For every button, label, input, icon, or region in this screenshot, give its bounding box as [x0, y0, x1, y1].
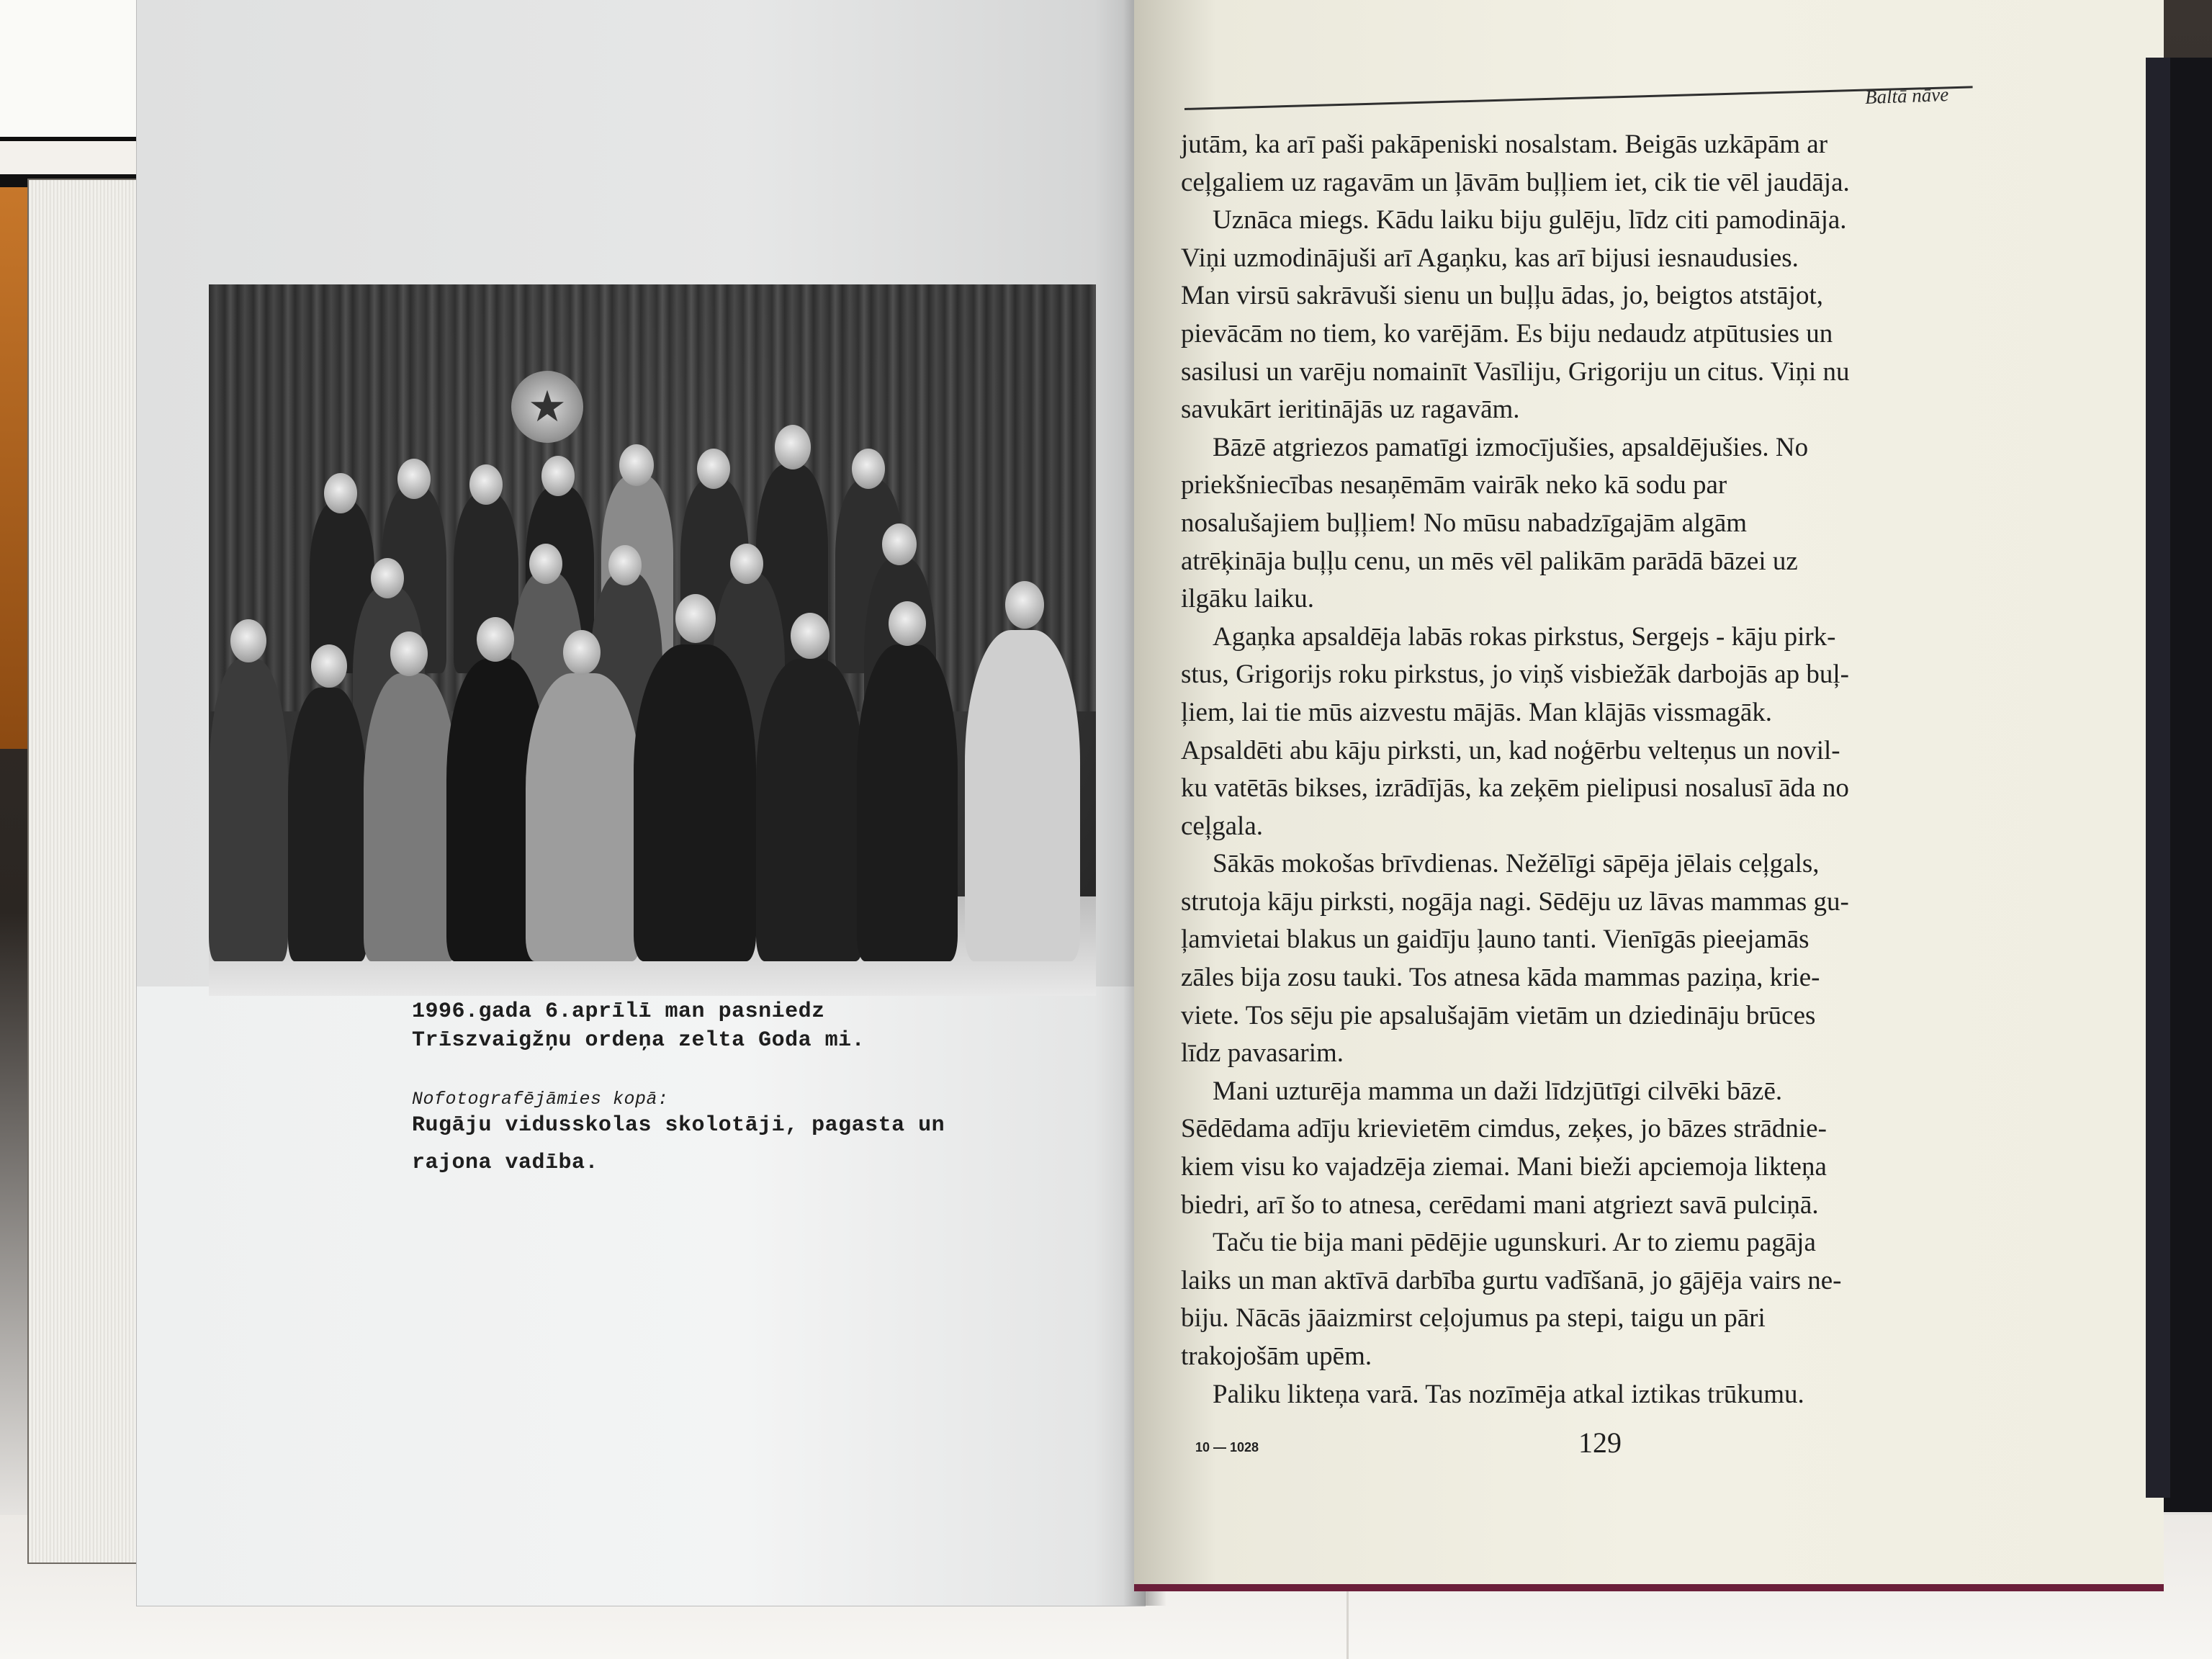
body-text-line: ceļgala.: [1181, 811, 1263, 841]
body-text-line: priekšniecības nesaņēmām vairāk neko kā sodu par: [1181, 470, 1727, 500]
photo-person: [209, 659, 288, 961]
photo-caption-line-2: Trīszvaigžņu ordeņa zelta Goda mi.: [412, 1028, 866, 1053]
photo-person: [288, 688, 367, 961]
left-page-lower: [137, 986, 1145, 1606]
body-text-line: Viņi uzmodinājuši arī Agaņku, kas arī bijusi iesnaudusies.: [1181, 243, 1799, 273]
body-text-line: stus, Grigorijs roku pirkstus, jo viņš visbiežāk darbojās ap buļ-: [1181, 660, 1849, 690]
photo-person: [364, 673, 457, 961]
body-text-line: Agaņka apsaldēja labās rokas pirkstus, Sergejs - kāju pirk-: [1213, 621, 1836, 652]
photo-head: [541, 456, 575, 496]
body-text-line: ļamvietai blakus un gaidīju ļauno tanti. Vienīgās pieejamās: [1181, 925, 1809, 955]
photo-head: [397, 459, 431, 499]
photo-caption-line-1: 1996.gada 6.aprīlī man pasniedz: [412, 999, 825, 1024]
body-text-line: ļiem, lai tie mūs aizvestu mājās. Man klājās vissmagāk.: [1181, 697, 1773, 727]
body-text: [1181, 126, 1977, 1413]
body-text-line: nosalušajiem buļļiem! No mūsu nabadzīgajām algām: [1181, 508, 1748, 538]
photo-head: [469, 464, 503, 505]
book-cover-edge: [2146, 58, 2170, 1498]
body-text-line: ceļgaliem uz ragavām un ļāvām buļļiem iet, cik tie vēl jaudāja.: [1181, 167, 1850, 197]
photo-person: [526, 673, 641, 961]
body-text-line: kiem visu ko vajadzēja ziemai. Mani bieži apciemoja likteņa: [1181, 1152, 1827, 1182]
body-text-line: trakojošām upēm.: [1181, 1341, 1372, 1371]
photo-head: [230, 619, 266, 662]
photo-person: [756, 659, 864, 961]
body-text-line: jutām, ka arī paši pakāpeniski nosalstam. Beigās uzkāpām ar: [1181, 130, 1828, 159]
photo-label: Nofotografējāmies kopā:: [412, 1089, 669, 1110]
photo-person: [857, 644, 958, 961]
group-photo: [209, 284, 1096, 996]
body-text-line: Sēdēdama adīju krievietēm cimdus, zeķes, jo bāzes strādnie-: [1181, 1114, 1827, 1144]
photo-head: [371, 558, 404, 598]
body-text-line: sasilusi un varēju nomainīt Vasīliju, Grigoriju un citus. Viņi nu: [1181, 356, 1850, 387]
body-text-line: Mani uzturēja mamma un daži līdzjūtīgi cilvēki bāzē.: [1213, 1076, 1783, 1106]
photo-head: [775, 425, 811, 469]
body-text-line: zāles bija zosu tauki. Tos atnesa kāda mammas paziņa, krie-: [1181, 963, 1820, 993]
photo-description-line-1: Rugāju vidusskolas skolotāji, pagasta un: [412, 1113, 945, 1138]
photo-head: [852, 449, 885, 489]
print-code: 10 — 1028: [1195, 1440, 1259, 1455]
body-text-line: līdz pavasarim.: [1181, 1038, 1344, 1069]
body-text-line: laiks un man aktīvā darbība gurtu vadīšanā, jo gājēja vairs ne-: [1181, 1265, 1842, 1295]
body-text-line: biedri, arī šo to atnesa, cerēdami mani atgriezt savā pulciņā.: [1181, 1190, 1819, 1220]
body-text-line: Bāzē atgriezos pamatīgi izmocījušies, apsaldējušies. No: [1213, 432, 1809, 462]
photo-head: [1005, 581, 1044, 629]
photo-head: [619, 444, 654, 486]
photo-head: [390, 631, 428, 676]
photo-head: [608, 545, 642, 585]
page-number: 129: [1578, 1426, 1622, 1459]
body-text-line: Taču tie bija mani pēdējie ugunskuri. Ar to ziemu pagāja: [1213, 1228, 1816, 1258]
running-header: Baltā nāve: [1864, 83, 1949, 109]
body-text-line: savukārt ieritinājās uz ragavām.: [1181, 395, 1520, 425]
photo-person: [965, 630, 1080, 961]
body-text-line: biju. Nācās jāaizmirst ceļojumus pa stepi, taigu un pāri: [1181, 1303, 1766, 1334]
body-text-line: strutoja kāju pirksti, nogāja nagi. Sēdēju uz lāvas mammas gu-: [1181, 886, 1849, 917]
photo-head: [477, 617, 514, 662]
body-text-line: ilgāku laiku.: [1181, 584, 1314, 614]
body-text-line: Sākās mokošas brīvdienas. Nežēlīgi sāpēja jēlais ceļgals,: [1213, 849, 1820, 879]
photo-head: [563, 630, 601, 675]
body-text-line: pievācām no tiem, ko varējām. Es biju nedaudz atpūtusies un: [1181, 318, 1833, 349]
body-text-line: Man virsū sakrāvuši sienu un buļļu ādas, jo, beigtos atstājot,: [1181, 281, 1823, 311]
photo-head: [791, 613, 830, 659]
photo-person: [634, 644, 756, 961]
body-text-line: Paliku likteņa varā. Tas nozīmēja atkal iztikas trūkumu.: [1213, 1379, 1804, 1409]
body-text-line: Uznāca miegs. Kādu laiku biju gulēju, līdz citi pamodināja.: [1213, 205, 1847, 235]
body-text-line: viete. Tos sēju pie apsalušajām vietām un dziedināju brūces: [1181, 1000, 1816, 1030]
body-text-line: ku vatētās bikses, izrādījās, ka zeķēm pielipusi nosalusī āda no: [1181, 773, 1849, 804]
photo-head: [324, 473, 357, 513]
photo-head: [730, 544, 763, 584]
photo-head: [675, 594, 716, 643]
photo-head: [882, 523, 917, 565]
photo-head: [311, 644, 347, 688]
star-emblem-icon: ★: [511, 371, 583, 443]
photo-description-line-2: rajona vadība.: [412, 1151, 599, 1175]
photo-head: [889, 601, 926, 646]
photo-head: [697, 449, 730, 489]
photo-head: [529, 544, 562, 584]
body-text-line: atrēķināja buļļu cenu, un mēs vēl palikām parādā bāzei uz: [1181, 546, 1798, 576]
body-text-line: Apsaldēti abu kāju pirksti, un, kad noģērbu velteņus un novil-: [1181, 735, 1840, 765]
